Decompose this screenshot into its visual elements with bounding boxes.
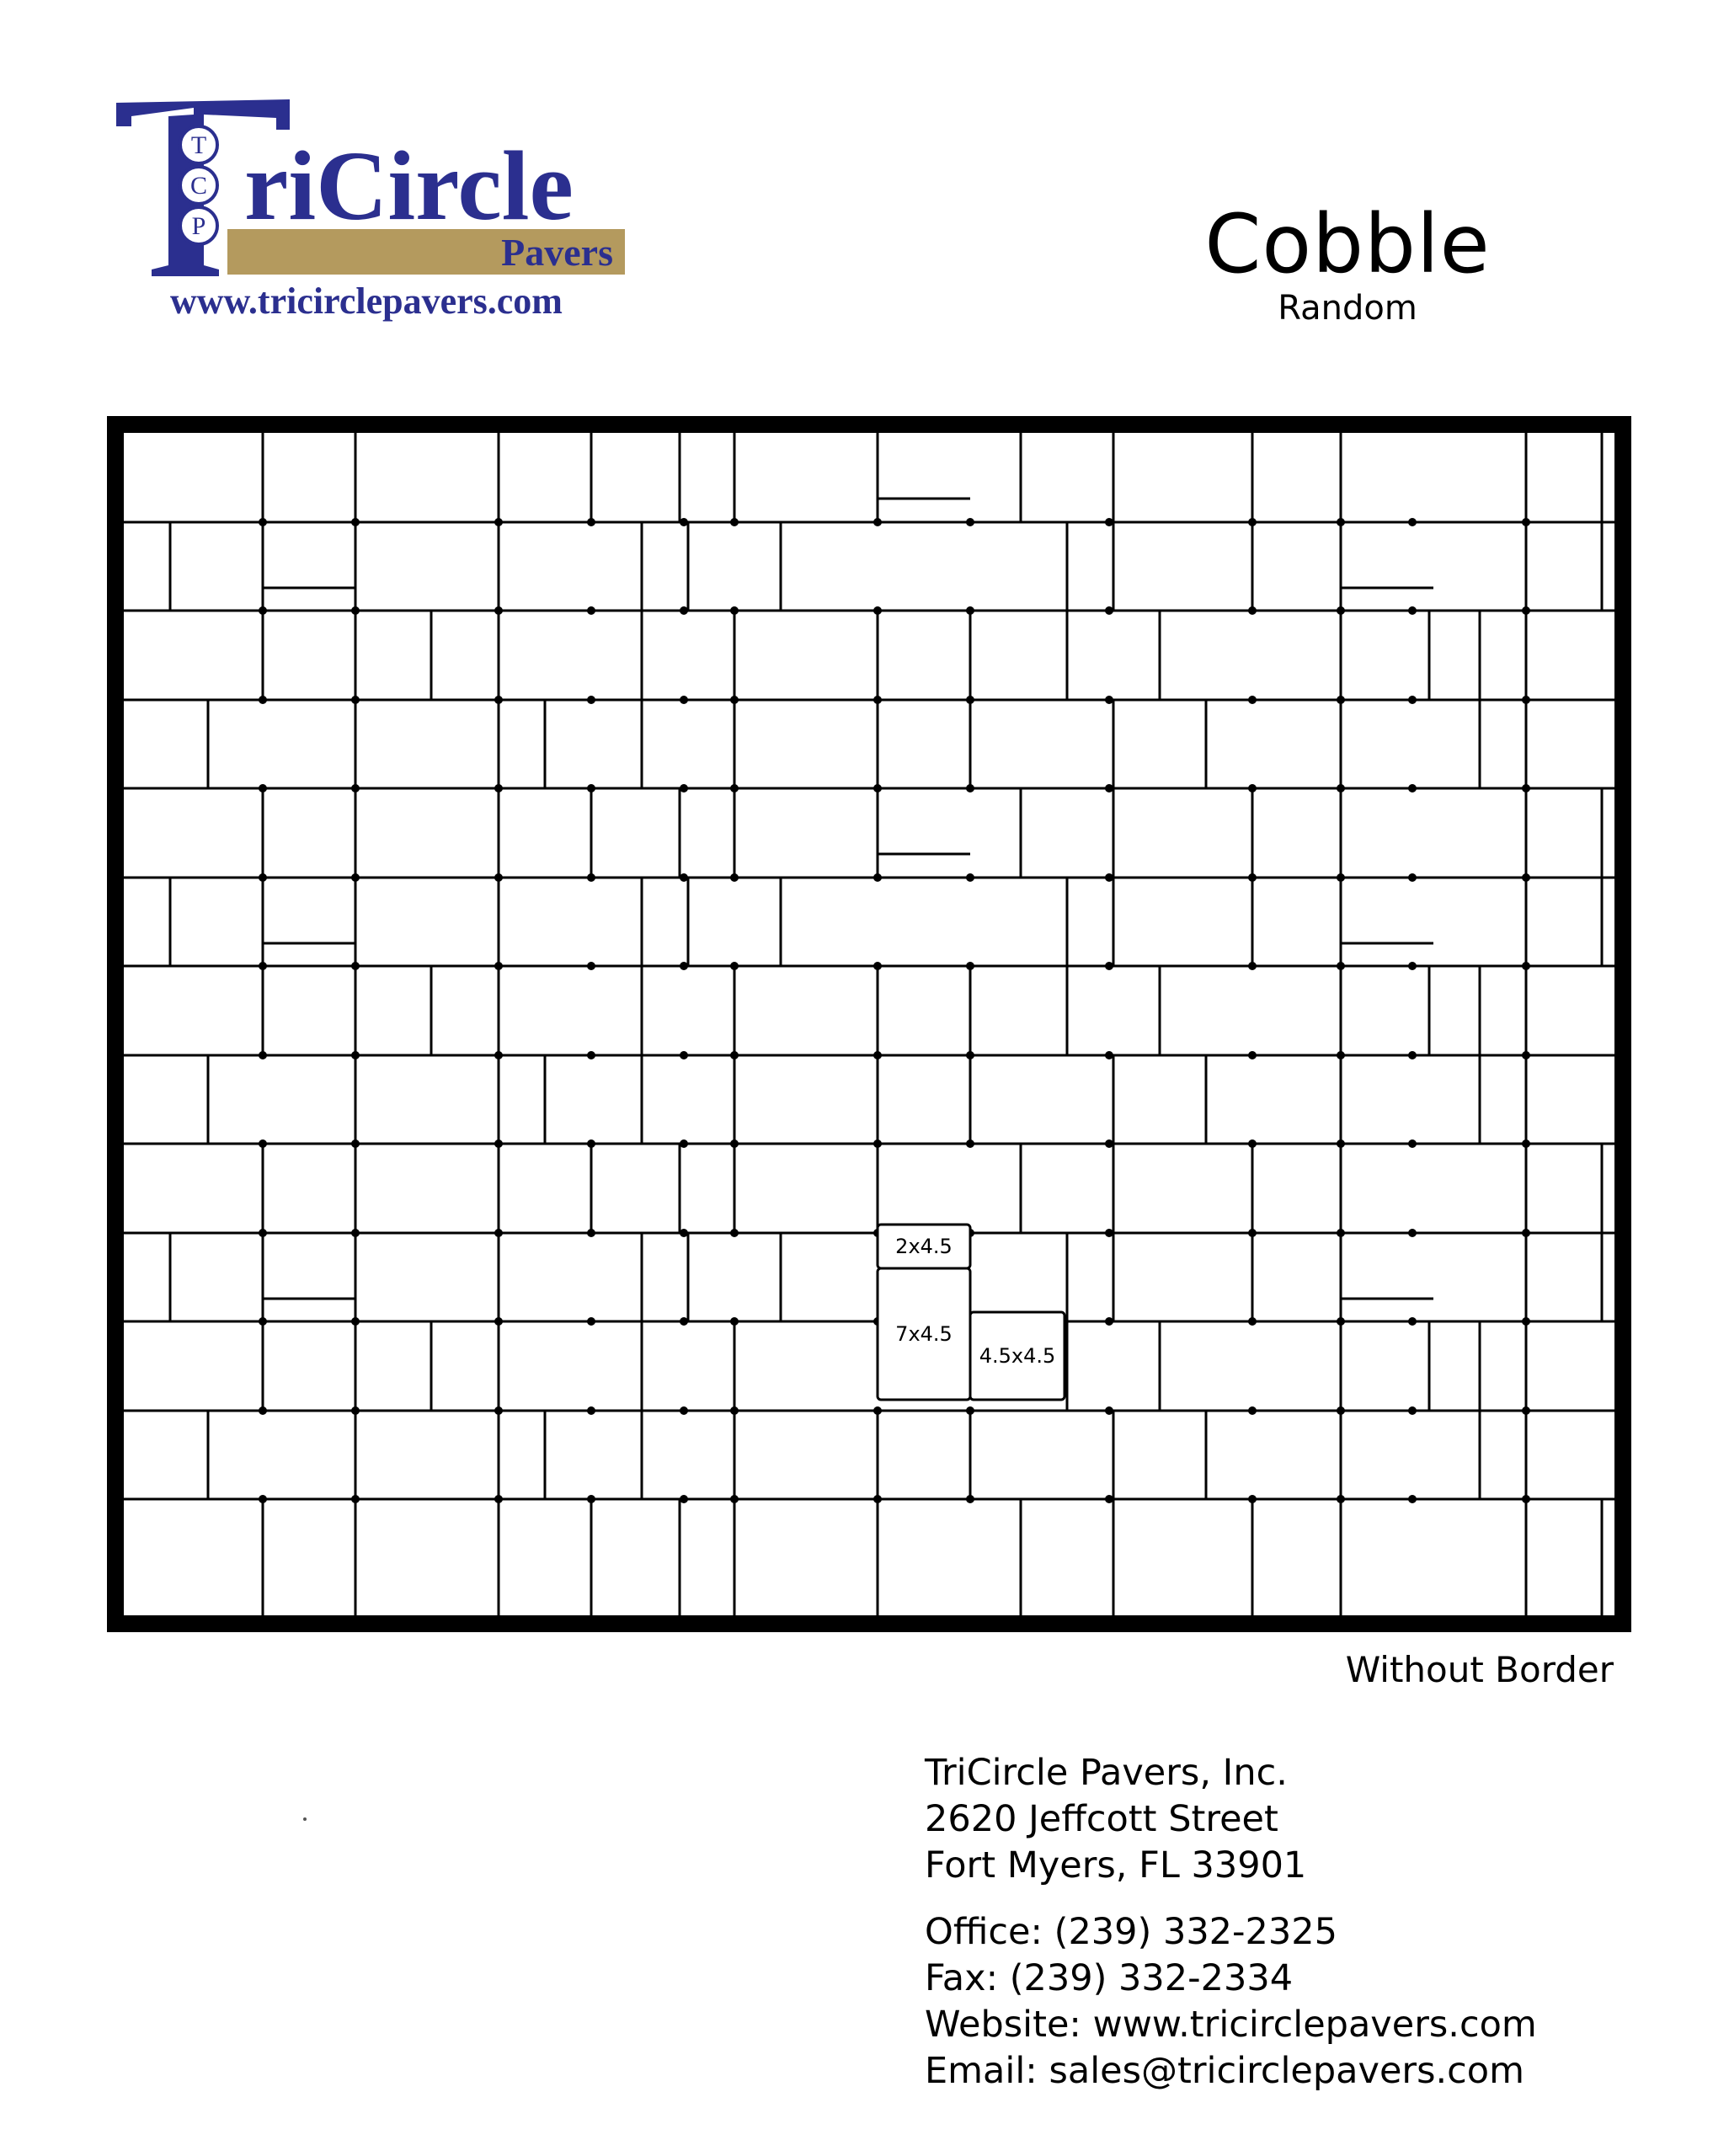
joint-node xyxy=(587,784,595,792)
joint-node xyxy=(1522,1406,1530,1415)
joint-node xyxy=(1337,1495,1345,1503)
joint-node xyxy=(587,1317,595,1326)
joint-node xyxy=(966,873,974,882)
joint-node xyxy=(259,1406,267,1415)
joint-node xyxy=(966,962,974,970)
joint-node xyxy=(587,518,595,526)
joint-node xyxy=(873,1051,882,1059)
joint-node xyxy=(1522,873,1530,882)
tricircle-logo-graphic xyxy=(109,93,632,337)
joint-node xyxy=(1105,518,1113,526)
joint-node xyxy=(1248,784,1257,792)
joint-node xyxy=(351,784,360,792)
joint-node xyxy=(873,1139,882,1148)
joint-node xyxy=(1105,1495,1113,1503)
joint-node xyxy=(351,606,360,615)
joint-node xyxy=(494,1139,503,1148)
joint-node xyxy=(259,1495,267,1503)
joint-node xyxy=(259,1229,267,1237)
joint-node xyxy=(966,1495,974,1503)
joint-node xyxy=(1522,1495,1530,1503)
joint-node xyxy=(1248,1139,1257,1148)
joint-node xyxy=(966,784,974,792)
joint-node xyxy=(1522,962,1530,970)
joint-node xyxy=(730,784,739,792)
joint-node xyxy=(1408,1139,1417,1148)
logo-url: www.tricirclepavers.com xyxy=(170,280,563,322)
joint-node xyxy=(730,873,739,882)
joint-node xyxy=(966,606,974,615)
joint-node xyxy=(1408,1317,1417,1326)
joint-node xyxy=(873,1495,882,1503)
joint-node xyxy=(1408,1051,1417,1059)
joint-node xyxy=(587,1406,595,1415)
joint-node xyxy=(587,1229,595,1237)
joint-node xyxy=(1408,518,1417,526)
joint-node xyxy=(1337,784,1345,792)
joint-node xyxy=(1408,1495,1417,1503)
joint-node xyxy=(1522,518,1530,526)
joint-node xyxy=(680,1051,688,1059)
joint-node xyxy=(680,962,688,970)
joint-node xyxy=(494,518,503,526)
joint-node xyxy=(1522,784,1530,792)
joint-node xyxy=(259,518,267,526)
joint-node xyxy=(351,1229,360,1237)
joint-node xyxy=(873,873,882,882)
joint-node xyxy=(259,1051,267,1059)
logo-subbrand: Pavers xyxy=(501,231,613,274)
paver-pattern-diagram xyxy=(107,416,1631,1632)
logo-monogram-p: P xyxy=(191,212,206,240)
joint-node xyxy=(351,1406,360,1415)
joint-node xyxy=(494,962,503,970)
joint-node xyxy=(966,1139,974,1148)
label-4-5x4-5: 4.5x4.5 xyxy=(979,1344,1056,1368)
joint-node xyxy=(680,1229,688,1237)
joint-node xyxy=(1248,696,1257,704)
label-7x4-5: 7x4.5 xyxy=(895,1322,953,1346)
joint-node xyxy=(680,1139,688,1148)
logo-monogram-c: C xyxy=(189,172,208,200)
joint-node xyxy=(680,1317,688,1326)
joint-node xyxy=(873,784,882,792)
joint-node xyxy=(587,606,595,615)
joint-node xyxy=(351,518,360,526)
joint-node xyxy=(730,518,739,526)
office-phone: Office: (239) 332-2325 xyxy=(925,1911,1337,1953)
joint-node xyxy=(494,696,503,704)
joint-node xyxy=(587,1495,595,1503)
joint-node xyxy=(730,1139,739,1148)
joint-node xyxy=(730,606,739,615)
website-link[interactable]: Website: www.tricirclepavers.com xyxy=(925,2004,1537,2046)
joint-node xyxy=(259,1139,267,1148)
joint-node xyxy=(351,1495,360,1503)
joint-node xyxy=(1408,1229,1417,1237)
pattern-name: Cobble xyxy=(1204,197,1491,291)
joint-node xyxy=(1522,1051,1530,1059)
joint-node xyxy=(1248,1229,1257,1237)
joint-node xyxy=(966,696,974,704)
joint-node xyxy=(1337,1406,1345,1415)
joint-node xyxy=(259,962,267,970)
joint-node xyxy=(587,962,595,970)
pattern-frame xyxy=(115,424,1623,1624)
joint-node xyxy=(351,1139,360,1148)
joint-node xyxy=(1105,606,1113,615)
joint-node xyxy=(1248,1317,1257,1326)
joint-node xyxy=(966,1406,974,1415)
joint-node xyxy=(587,696,595,704)
contact-block xyxy=(925,1750,1537,2095)
joint-node xyxy=(1522,1229,1530,1237)
pattern-caption: Without Border xyxy=(1345,1649,1614,1690)
joint-node xyxy=(1408,606,1417,615)
joint-node xyxy=(494,606,503,615)
joint-node xyxy=(1105,696,1113,704)
joint-node xyxy=(351,962,360,970)
joint-node xyxy=(1522,606,1530,615)
joint-node xyxy=(730,1406,739,1415)
joint-node xyxy=(1248,518,1257,526)
joint-node xyxy=(873,518,882,526)
joint-node xyxy=(1337,962,1345,970)
joint-node xyxy=(873,962,882,970)
joint-node xyxy=(1337,606,1345,615)
joint-node xyxy=(587,873,595,882)
joint-node xyxy=(680,784,688,792)
joint-node xyxy=(1337,1317,1345,1326)
paver-grid xyxy=(107,416,1631,1632)
joint-node xyxy=(494,1051,503,1059)
joint-node xyxy=(680,696,688,704)
joint-node xyxy=(1337,518,1345,526)
label-2x4-5: 2x4.5 xyxy=(895,1235,953,1258)
joint-node xyxy=(351,1051,360,1059)
joint-node xyxy=(966,518,974,526)
joint-node xyxy=(1105,784,1113,792)
joint-node xyxy=(1408,696,1417,704)
joint-node xyxy=(680,873,688,882)
joint-node xyxy=(494,1229,503,1237)
joint-node xyxy=(966,1051,974,1059)
joint-node xyxy=(259,606,267,615)
city-state-zip: Fort Myers, FL 33901 xyxy=(925,1844,1307,1886)
joint-node xyxy=(1248,1495,1257,1503)
joint-node xyxy=(351,1317,360,1326)
joint-node xyxy=(1522,1317,1530,1326)
joint-node xyxy=(1408,873,1417,882)
joint-node xyxy=(873,1406,882,1415)
joint-node xyxy=(1522,696,1530,704)
joint-node xyxy=(494,1495,503,1503)
joint-node xyxy=(494,873,503,882)
company-logo xyxy=(109,93,632,337)
joint-node xyxy=(730,696,739,704)
joint-node xyxy=(1408,1406,1417,1415)
joint-node xyxy=(1337,1139,1345,1148)
joint-node xyxy=(730,1495,739,1503)
joint-node xyxy=(873,606,882,615)
joint-node xyxy=(1337,696,1345,704)
logo-monogram-t: T xyxy=(190,131,207,159)
joint-node xyxy=(259,696,267,704)
joint-node xyxy=(1248,962,1257,970)
joint-node xyxy=(587,1139,595,1148)
joint-node xyxy=(1105,1051,1113,1059)
joint-node xyxy=(1105,962,1113,970)
joint-node xyxy=(259,784,267,792)
joint-node xyxy=(1105,1406,1113,1415)
joint-node xyxy=(494,1406,503,1415)
joint-node xyxy=(1248,873,1257,882)
joint-node xyxy=(730,1229,739,1237)
joint-node xyxy=(351,873,360,882)
joint-node xyxy=(1105,873,1113,882)
joint-node xyxy=(1248,1051,1257,1059)
joint-node xyxy=(873,696,882,704)
joint-node xyxy=(1408,962,1417,970)
joint-node xyxy=(1337,1229,1345,1237)
logo-brand-rest: riCircle xyxy=(244,131,574,241)
email-link[interactable]: Email: sales@tricirclepavers.com xyxy=(925,2050,1524,2092)
street-address: 2620 Jeffcott Street xyxy=(925,1798,1278,1840)
joint-node xyxy=(1337,873,1345,882)
joint-node xyxy=(730,1317,739,1326)
joint-node xyxy=(1248,1406,1257,1415)
joint-node xyxy=(494,1317,503,1326)
pattern-title xyxy=(1162,197,1533,328)
joint-node xyxy=(259,873,267,882)
joint-node xyxy=(730,1051,739,1059)
joint-node xyxy=(680,518,688,526)
joint-node xyxy=(730,962,739,970)
joint-node xyxy=(587,1051,595,1059)
company-name: TriCircle Pavers, Inc. xyxy=(925,1752,1288,1794)
joint-node xyxy=(1522,1139,1530,1148)
joint-node xyxy=(1408,784,1417,792)
fax-number: Fax: (239) 332-2334 xyxy=(925,1957,1294,1999)
joint-node xyxy=(680,606,688,615)
joint-node xyxy=(494,784,503,792)
joint-node xyxy=(1337,1051,1345,1059)
joint-node xyxy=(680,1406,688,1415)
joint-node xyxy=(259,1317,267,1326)
joint-node xyxy=(351,696,360,704)
joint-node xyxy=(1248,606,1257,615)
scan-speck xyxy=(303,1817,307,1821)
pattern-variant: Random xyxy=(1278,289,1417,328)
joint-node xyxy=(1105,1139,1113,1148)
joint-node xyxy=(1105,1229,1113,1237)
joint-node xyxy=(680,1495,688,1503)
joint-node xyxy=(1105,1317,1113,1326)
